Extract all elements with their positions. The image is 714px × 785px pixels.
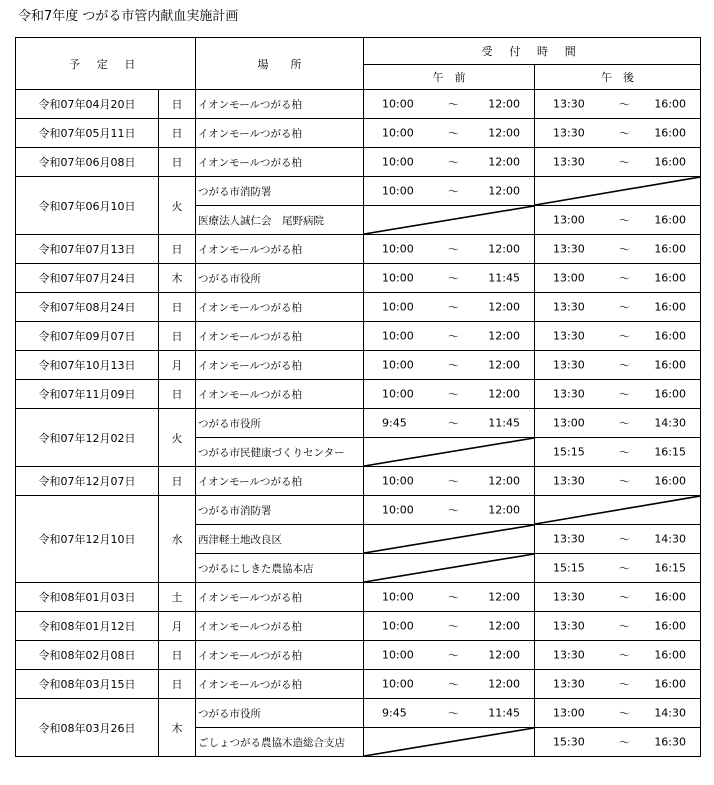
end-time: 11:45 (488, 706, 520, 720)
place-cell: イオンモールつがる柏 (196, 380, 364, 409)
end-time: 12:00 (488, 648, 520, 662)
start-time: 15:15 (553, 561, 585, 575)
date-cell: 令和07年10月13日 (16, 351, 159, 380)
start-time: 13:00 (553, 416, 585, 430)
time-cell (364, 409, 535, 438)
table-row (16, 409, 701, 438)
start-time: 10:00 (382, 387, 414, 401)
time-cell (364, 583, 535, 612)
start-time: 10:00 (382, 126, 414, 140)
tilde: ～ (448, 678, 459, 691)
tilde: ～ (619, 272, 630, 285)
date-cell: 令和07年12月07日 (16, 467, 159, 496)
start-time: 13:30 (553, 329, 585, 343)
place-cell: イオンモールつがる柏 (196, 351, 364, 380)
header-date: 予 定 日 (16, 38, 196, 90)
time-cell (535, 351, 701, 380)
tilde: ～ (448, 272, 459, 285)
end-time: 16:00 (654, 648, 687, 662)
start-time: 13:30 (553, 532, 585, 546)
start-time: 13:30 (553, 300, 585, 314)
end-time: 12:00 (488, 503, 520, 517)
date-cell: 令和07年06月08日 (16, 148, 159, 177)
table-row (16, 699, 701, 728)
tilde: ～ (448, 707, 459, 720)
tilde: ～ (619, 649, 630, 662)
time-cell (535, 612, 701, 641)
time-cell (535, 467, 701, 496)
diagonal-slash (364, 525, 534, 553)
start-time: 15:15 (553, 445, 585, 459)
weekday-cell: 木 (159, 699, 196, 757)
end-time: 16:30 (654, 735, 687, 749)
time-cell (364, 235, 535, 264)
time-cell (364, 525, 535, 554)
time-cell (535, 728, 701, 757)
time-cell (535, 438, 701, 467)
weekday-cell: 火 (159, 177, 196, 235)
start-time: 15:30 (553, 735, 585, 749)
header-am: 午 前 (364, 65, 535, 90)
start-time: 13:30 (553, 242, 585, 256)
end-time: 12:00 (488, 126, 520, 140)
start-time: 10:00 (382, 358, 414, 372)
tilde: ～ (619, 591, 630, 604)
end-time: 16:00 (654, 242, 687, 256)
tilde: ～ (448, 504, 459, 517)
end-time: 12:00 (488, 184, 520, 198)
date-cell: 令和07年09月07日 (16, 322, 159, 351)
time-cell (364, 641, 535, 670)
start-time: 10:00 (382, 677, 414, 691)
end-time: 16:00 (654, 97, 687, 111)
tilde: ～ (619, 127, 630, 140)
time-cell (535, 206, 701, 235)
tilde: ～ (448, 330, 459, 343)
end-time: 12:00 (488, 590, 520, 604)
tilde: ～ (619, 417, 630, 430)
start-time: 13:30 (553, 387, 585, 401)
end-time: 16:00 (654, 213, 687, 227)
tilde: ～ (619, 620, 630, 633)
time-cell (364, 670, 535, 699)
time-cell (535, 235, 701, 264)
start-time: 13:30 (553, 358, 585, 372)
start-time: 13:30 (553, 474, 585, 488)
tilde: ～ (619, 243, 630, 256)
time-cell (364, 351, 535, 380)
time-cell (535, 670, 701, 699)
end-time: 11:45 (488, 271, 520, 285)
diagonal-slash (364, 554, 534, 582)
diagonal-slash (535, 496, 700, 524)
end-time: 12:00 (488, 97, 520, 111)
start-time: 10:00 (382, 242, 414, 256)
start-time: 10:00 (382, 619, 414, 633)
time-cell (364, 322, 535, 351)
place-cell: ごしょつがる農協木造総合支店 (196, 728, 364, 757)
weekday-cell: 水 (159, 496, 196, 583)
tilde: ～ (619, 446, 630, 459)
end-time: 14:30 (654, 532, 687, 546)
table-row (16, 90, 701, 119)
time-cell (364, 380, 535, 409)
tilde: ～ (619, 562, 630, 575)
header-reception: 受 付 時 間 (364, 38, 701, 65)
date-cell: 令和08年02月08日 (16, 641, 159, 670)
end-time: 12:00 (488, 300, 520, 314)
end-time: 12:00 (488, 155, 520, 169)
place-cell: つがる市消防署 (196, 496, 364, 525)
place-cell: つがる市役所 (196, 264, 364, 293)
table-row (16, 293, 701, 322)
place-cell: イオンモールつがる柏 (196, 293, 364, 322)
place-cell: イオンモールつがる柏 (196, 612, 364, 641)
tilde: ～ (619, 156, 630, 169)
start-time: 13:30 (553, 97, 585, 111)
time-cell (364, 496, 535, 525)
header-place: 場 所 (196, 38, 364, 90)
place-cell: イオンモールつがる柏 (196, 670, 364, 699)
time-cell (535, 699, 701, 728)
table-row (16, 641, 701, 670)
start-time: 10:00 (382, 155, 414, 169)
end-time: 16:00 (654, 358, 687, 372)
weekday-cell: 日 (159, 641, 196, 670)
time-cell (364, 264, 535, 293)
date-cell: 令和08年01月12日 (16, 612, 159, 641)
end-time: 14:30 (654, 706, 687, 720)
time-cell (364, 148, 535, 177)
table-row (16, 177, 701, 206)
time-cell (535, 583, 701, 612)
weekday-cell: 月 (159, 612, 196, 641)
start-time: 13:30 (553, 648, 585, 662)
end-time: 16:00 (654, 155, 687, 169)
table-row (16, 612, 701, 641)
header-pm: 午 後 (535, 65, 701, 90)
end-time: 16:15 (654, 561, 687, 575)
start-time: 13:30 (553, 677, 585, 691)
weekday-cell: 日 (159, 293, 196, 322)
end-time: 16:00 (654, 300, 687, 314)
time-cell (364, 90, 535, 119)
tilde: ～ (448, 649, 459, 662)
end-time: 16:00 (654, 329, 687, 343)
time-cell (364, 554, 535, 583)
table-row (16, 322, 701, 351)
place-cell: イオンモールつがる柏 (196, 90, 364, 119)
time-cell (364, 206, 535, 235)
time-cell (535, 409, 701, 438)
start-time: 13:30 (553, 126, 585, 140)
tilde: ～ (619, 301, 630, 314)
end-time: 16:00 (654, 271, 687, 285)
tilde: ～ (619, 707, 630, 720)
table-row (16, 148, 701, 177)
time-cell (535, 90, 701, 119)
tilde: ～ (448, 417, 459, 430)
start-time: 9:45 (382, 416, 407, 430)
place-cell: つがる市役所 (196, 699, 364, 728)
start-time: 10:00 (382, 474, 414, 488)
start-time: 10:00 (382, 503, 414, 517)
start-time: 10:00 (382, 184, 414, 198)
weekday-cell: 日 (159, 235, 196, 264)
place-cell: イオンモールつがる柏 (196, 641, 364, 670)
start-time: 13:00 (553, 213, 585, 227)
schedule-table (15, 37, 701, 757)
date-cell: 令和08年01月03日 (16, 583, 159, 612)
weekday-cell: 木 (159, 264, 196, 293)
start-time: 10:00 (382, 329, 414, 343)
start-time: 10:00 (382, 97, 414, 111)
end-time: 12:00 (488, 474, 520, 488)
start-time: 13:00 (553, 271, 585, 285)
date-cell: 令和07年12月02日 (16, 409, 159, 467)
place-cell: つがる市役所 (196, 409, 364, 438)
tilde: ～ (619, 330, 630, 343)
time-cell (364, 177, 535, 206)
end-time: 12:00 (488, 619, 520, 633)
end-time: 12:00 (488, 242, 520, 256)
table-row (16, 467, 701, 496)
tilde: ～ (619, 214, 630, 227)
time-cell (535, 641, 701, 670)
diagonal-slash (364, 438, 534, 466)
time-cell (535, 177, 701, 206)
tilde: ～ (619, 98, 630, 111)
date-cell: 令和07年07月24日 (16, 264, 159, 293)
time-cell (364, 612, 535, 641)
tilde: ～ (448, 185, 459, 198)
table-row (16, 119, 701, 148)
tilde: ～ (448, 243, 459, 256)
weekday-cell: 日 (159, 467, 196, 496)
place-cell: イオンモールつがる柏 (196, 148, 364, 177)
time-cell (535, 322, 701, 351)
weekday-cell: 日 (159, 148, 196, 177)
start-time: 9:45 (382, 706, 407, 720)
table-row (16, 380, 701, 409)
place-cell: イオンモールつがる柏 (196, 119, 364, 148)
table-row (16, 496, 701, 525)
table-row (16, 583, 701, 612)
tilde: ～ (448, 359, 459, 372)
tilde: ～ (619, 533, 630, 546)
weekday-cell: 日 (159, 119, 196, 148)
time-cell (364, 438, 535, 467)
date-cell: 令和08年03月26日 (16, 699, 159, 757)
time-cell (364, 699, 535, 728)
weekday-cell: 火 (159, 409, 196, 467)
time-cell (535, 554, 701, 583)
weekday-cell: 日 (159, 670, 196, 699)
place-cell: イオンモールつがる柏 (196, 235, 364, 264)
diagonal-slash (535, 177, 700, 205)
time-cell (535, 148, 701, 177)
end-time: 16:00 (654, 126, 687, 140)
table-row (16, 235, 701, 264)
end-time: 16:00 (654, 677, 687, 691)
time-cell (364, 119, 535, 148)
date-cell: 令和07年06月10日 (16, 177, 159, 235)
weekday-cell: 日 (159, 90, 196, 119)
place-cell: 西津軽土地改良区 (196, 525, 364, 554)
time-cell (364, 728, 535, 757)
end-time: 16:00 (654, 590, 687, 604)
start-time: 13:30 (553, 590, 585, 604)
diagonal-slash (364, 206, 534, 234)
end-time: 16:00 (654, 474, 687, 488)
diagonal-slash (364, 728, 534, 756)
place-cell: つがる市民健康づくりセンター (196, 438, 364, 467)
tilde: ～ (448, 591, 459, 604)
place-cell: つがる市消防署 (196, 177, 364, 206)
table-row (16, 351, 701, 380)
tilde: ～ (448, 127, 459, 140)
end-time: 16:00 (654, 619, 687, 633)
date-cell: 令和08年03月15日 (16, 670, 159, 699)
tilde: ～ (448, 388, 459, 401)
start-time: 13:00 (553, 706, 585, 720)
end-time: 12:00 (488, 677, 520, 691)
tilde: ～ (619, 359, 630, 372)
time-cell (535, 293, 701, 322)
tilde: ～ (619, 678, 630, 691)
time-cell (364, 467, 535, 496)
date-cell: 令和07年07月13日 (16, 235, 159, 264)
time-cell (364, 293, 535, 322)
date-cell: 令和07年12月10日 (16, 496, 159, 583)
time-cell (535, 525, 701, 554)
tilde: ～ (448, 156, 459, 169)
weekday-cell: 日 (159, 380, 196, 409)
tilde: ～ (619, 475, 630, 488)
place-cell: 医療法人誠仁会 尾野病院 (196, 206, 364, 235)
end-time: 16:15 (654, 445, 687, 459)
table-row (16, 264, 701, 293)
time-cell (535, 496, 701, 525)
tilde: ～ (448, 620, 459, 633)
start-time: 13:30 (553, 155, 585, 169)
date-cell: 令和07年04月20日 (16, 90, 159, 119)
tilde: ～ (619, 388, 630, 401)
place-cell: イオンモールつがる柏 (196, 322, 364, 351)
end-time: 12:00 (488, 358, 520, 372)
time-cell (535, 264, 701, 293)
place-cell: イオンモールつがる柏 (196, 583, 364, 612)
page-title: 令和7年度 つがる市管内献血実施計画 (18, 9, 239, 24)
start-time: 10:00 (382, 300, 414, 314)
tilde: ～ (448, 98, 459, 111)
table-row (16, 670, 701, 699)
date-cell: 令和07年05月11日 (16, 119, 159, 148)
time-cell (535, 380, 701, 409)
start-time: 10:00 (382, 590, 414, 604)
start-time: 13:30 (553, 619, 585, 633)
weekday-cell: 日 (159, 322, 196, 351)
weekday-cell: 月 (159, 351, 196, 380)
end-time: 16:00 (654, 387, 687, 401)
end-time: 12:00 (488, 387, 520, 401)
place-cell: イオンモールつがる柏 (196, 467, 364, 496)
place-cell: つがるにしきた農協本店 (196, 554, 364, 583)
start-time: 10:00 (382, 648, 414, 662)
tilde: ～ (619, 736, 630, 749)
date-cell: 令和07年11月09日 (16, 380, 159, 409)
end-time: 12:00 (488, 329, 520, 343)
weekday-cell: 土 (159, 583, 196, 612)
tilde: ～ (448, 475, 459, 488)
tilde: ～ (448, 301, 459, 314)
end-time: 14:30 (654, 416, 687, 430)
end-time: 11:45 (488, 416, 520, 430)
date-cell: 令和07年08月24日 (16, 293, 159, 322)
time-cell (535, 119, 701, 148)
start-time: 10:00 (382, 271, 414, 285)
